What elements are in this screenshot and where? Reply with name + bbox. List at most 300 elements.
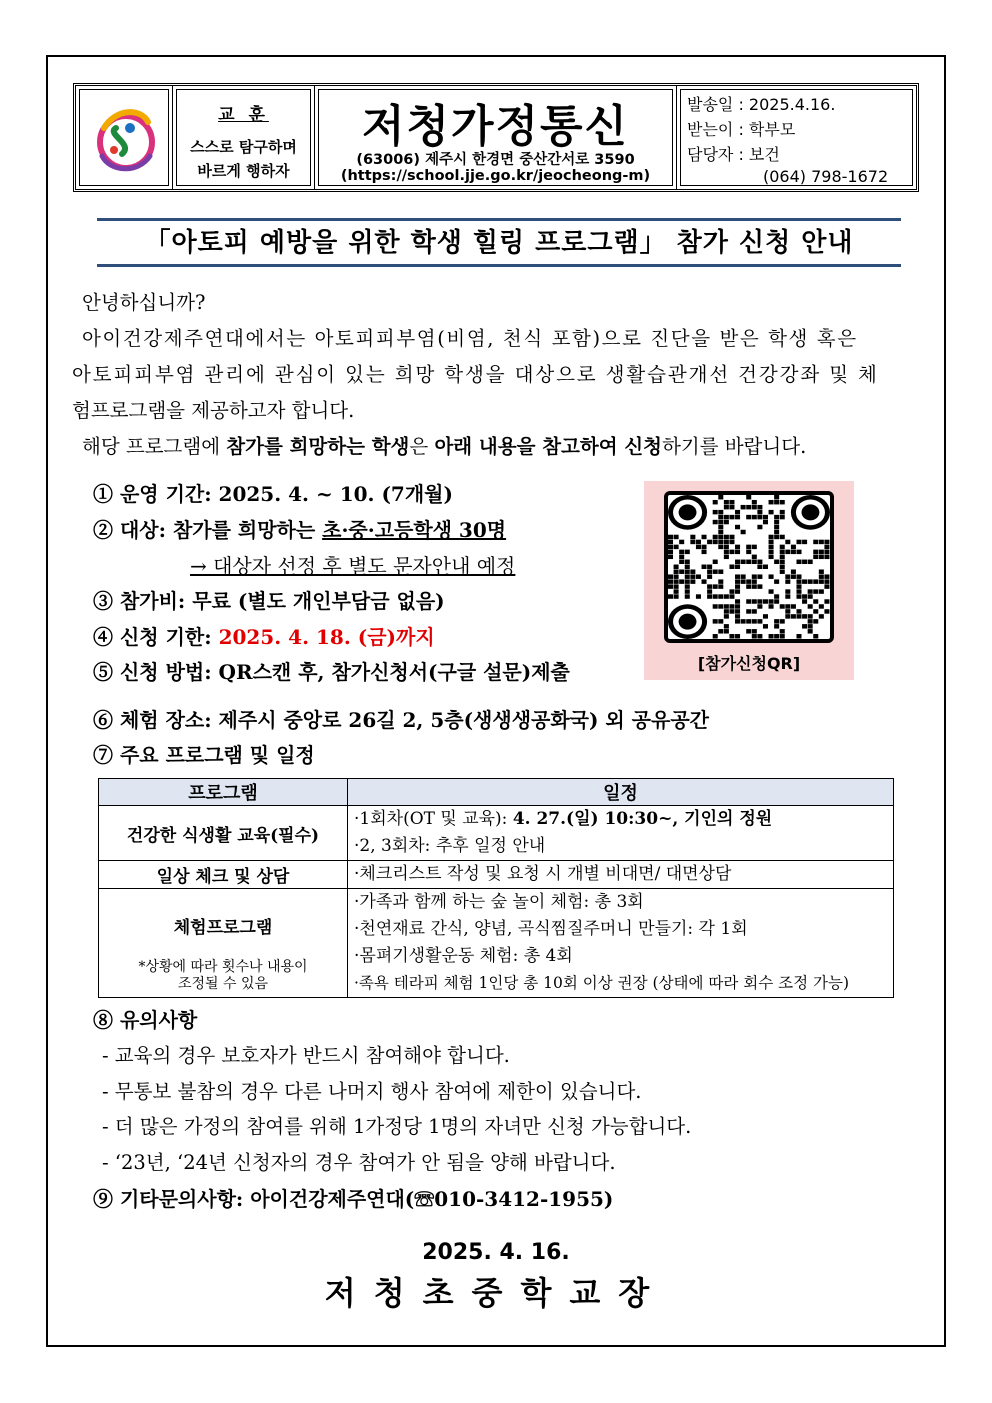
qr-module bbox=[713, 594, 718, 598]
item-fee: ③ 참가비: 무료 (별도 개인부담금 없음) bbox=[93, 589, 445, 613]
qr-module bbox=[824, 584, 829, 588]
qr-module bbox=[796, 614, 801, 618]
note-line-1: *상황에 따라 횟수나 내용이 bbox=[138, 959, 308, 975]
qr-module bbox=[808, 629, 813, 633]
qr-module bbox=[707, 574, 712, 578]
qr-module bbox=[752, 560, 757, 564]
note-item: - ‘23년, ‘24년 신청자의 경우 참여가 안 됨을 양해 바랍니다. bbox=[102, 1151, 616, 1174]
notice-title: 「아토피 예방을 위한 학생 힐링 프로그램」 참가 신청 안내 bbox=[144, 228, 854, 258]
qr-module bbox=[713, 535, 718, 539]
qr-module bbox=[668, 540, 673, 544]
qr-module bbox=[780, 619, 785, 623]
schedule-line: ·가족과 함께 하는 숲 놀이 체험: 총 3회 bbox=[354, 892, 644, 912]
qr-module bbox=[824, 540, 829, 544]
qr-module bbox=[780, 510, 785, 514]
qr-module bbox=[819, 569, 824, 573]
qr-module bbox=[718, 525, 723, 529]
qr-module bbox=[808, 560, 813, 564]
qr-module bbox=[769, 535, 774, 539]
qr-module bbox=[752, 584, 757, 588]
qr-module bbox=[769, 540, 774, 544]
qr-module bbox=[791, 569, 796, 573]
qr-module bbox=[674, 579, 679, 583]
qr-module bbox=[729, 500, 734, 504]
qr-module bbox=[735, 589, 740, 593]
table-row bbox=[99, 806, 894, 861]
qr-module bbox=[824, 550, 829, 554]
staff-in-charge: 담당자 : 보건 bbox=[687, 145, 780, 164]
qr-module bbox=[796, 589, 801, 593]
schedule-session1-label: ·1회차(OT 및 교육): bbox=[354, 809, 513, 829]
qr-module bbox=[774, 530, 779, 534]
qr-module bbox=[690, 579, 695, 583]
qr-module bbox=[713, 619, 718, 623]
school-url: (https://school.jje.go.kr/jeocheong-m) bbox=[340, 168, 651, 184]
program-schedule-table bbox=[98, 778, 894, 998]
qr-module bbox=[668, 555, 673, 559]
note-item: - 더 많은 가정의 참여를 위해 1가정당 1명의 자녀만 신청 가능합니다. bbox=[102, 1115, 692, 1138]
qr-module bbox=[757, 574, 762, 578]
qr-module bbox=[780, 555, 785, 559]
item-method: ⑤ 신청 방법: QR스캔 후, 참가신청서(구글 설문)제출 bbox=[93, 660, 570, 684]
qr-module bbox=[780, 604, 785, 608]
qr-module bbox=[718, 540, 723, 544]
qr-module bbox=[696, 540, 701, 544]
qr-module bbox=[813, 619, 818, 623]
qr-module bbox=[729, 550, 734, 554]
qr-module bbox=[763, 599, 768, 603]
qr-module bbox=[741, 574, 746, 578]
qr-module bbox=[752, 500, 757, 504]
qr-module bbox=[735, 599, 740, 603]
qr-module bbox=[785, 589, 790, 593]
qr-module bbox=[724, 505, 729, 509]
qr-module bbox=[735, 550, 740, 554]
qr-module bbox=[791, 574, 796, 578]
qr-module bbox=[746, 515, 751, 519]
qr-module bbox=[707, 565, 712, 569]
qr-module bbox=[808, 604, 813, 608]
qr-module bbox=[668, 579, 673, 583]
qr-module bbox=[735, 574, 740, 578]
qr-module bbox=[785, 609, 790, 613]
qr-module bbox=[729, 515, 734, 519]
qr-module bbox=[679, 555, 684, 559]
newsletter-title-cell bbox=[315, 86, 677, 189]
qr-module bbox=[741, 505, 746, 509]
qr-module bbox=[769, 500, 774, 504]
qr-module bbox=[729, 594, 734, 598]
schedule-line: ·몸펴기생활운동 체험: 총 4회 bbox=[354, 946, 573, 966]
item-deadline bbox=[93, 621, 435, 650]
qr-module bbox=[713, 540, 718, 544]
qr-module bbox=[819, 555, 824, 559]
intro-request-e: 하기를 바랍니다. bbox=[662, 435, 807, 458]
qr-module bbox=[813, 555, 818, 559]
qr-module bbox=[746, 545, 751, 549]
qr-module bbox=[796, 609, 801, 613]
qr-module bbox=[785, 579, 790, 583]
qr-module bbox=[707, 540, 712, 544]
intro-request-c: 은 bbox=[409, 435, 435, 458]
qr-finder-pattern bbox=[679, 504, 697, 520]
qr-module bbox=[769, 604, 774, 608]
qr-module bbox=[808, 579, 813, 583]
item-target-b: 초·중·고등학생 30명 bbox=[322, 518, 507, 542]
note-line-2: 조정될 수 있음 bbox=[177, 976, 269, 992]
qr-module bbox=[668, 574, 673, 578]
qr-module bbox=[746, 505, 751, 509]
qr-module bbox=[718, 545, 723, 549]
qr-module bbox=[735, 604, 740, 608]
recipient: 받는이 : 학부모 bbox=[687, 120, 796, 139]
sent-date: 발송일 : 2025.4.16. bbox=[687, 95, 836, 114]
qr-module bbox=[757, 505, 762, 509]
qr-module bbox=[824, 609, 829, 613]
qr-module bbox=[791, 604, 796, 608]
qr-module bbox=[668, 594, 673, 598]
qr-module bbox=[685, 565, 690, 569]
qr-module bbox=[690, 569, 695, 573]
qr-module bbox=[796, 540, 801, 544]
qr-module bbox=[668, 584, 673, 588]
qr-module bbox=[718, 535, 723, 539]
school-address: (63006) 제주시 한경면 중산간서로 3590 bbox=[356, 152, 635, 168]
school-motto-cell bbox=[173, 86, 315, 189]
qr-module bbox=[718, 594, 723, 598]
qr-module bbox=[774, 599, 779, 603]
qr-module bbox=[679, 560, 684, 564]
contact-phone: (064) 798-1672 bbox=[763, 167, 889, 186]
qr-module bbox=[780, 629, 785, 633]
program-experience-note bbox=[99, 959, 347, 993]
qr-module bbox=[802, 579, 807, 583]
th-program: 프로그램 bbox=[99, 779, 348, 806]
qr-module bbox=[724, 555, 729, 559]
qr-module bbox=[674, 545, 679, 549]
qr-module bbox=[819, 604, 824, 608]
qr-module bbox=[763, 515, 768, 519]
qr-module bbox=[679, 540, 684, 544]
qr-module bbox=[802, 594, 807, 598]
qr-module bbox=[752, 599, 757, 603]
qr-module bbox=[757, 515, 762, 519]
qr-module bbox=[763, 520, 768, 524]
qr-finder-pattern bbox=[802, 504, 820, 520]
issue-date: 2025. 4. 16. bbox=[422, 1240, 570, 1265]
qr-module bbox=[729, 565, 734, 569]
qr-module bbox=[735, 579, 740, 583]
table-row bbox=[99, 861, 894, 889]
qr-module bbox=[780, 550, 785, 554]
qr-module bbox=[668, 535, 673, 539]
qr-module bbox=[746, 629, 751, 633]
qr-label: [참가신청QR] bbox=[697, 654, 801, 673]
qr-module bbox=[774, 594, 779, 598]
qr-module bbox=[796, 579, 801, 583]
qr-module bbox=[757, 634, 762, 638]
intro-request-a: 해당 프로그램에 bbox=[82, 435, 227, 458]
qr-module bbox=[752, 505, 757, 509]
qr-module bbox=[735, 619, 740, 623]
qr-module bbox=[769, 510, 774, 514]
qr-module bbox=[774, 515, 779, 519]
intro-request-b: 참가를 희망하는 학생 bbox=[226, 435, 410, 458]
qr-module bbox=[685, 589, 690, 593]
qr-module bbox=[802, 599, 807, 603]
qr-module bbox=[690, 535, 695, 539]
newsletter-title: 저청가정통신 bbox=[361, 101, 630, 152]
qr-module bbox=[785, 574, 790, 578]
qr-module bbox=[780, 634, 785, 638]
school-logo bbox=[86, 98, 162, 178]
qr-module bbox=[785, 550, 790, 554]
qr-module bbox=[735, 560, 740, 564]
qr-module bbox=[729, 589, 734, 593]
qr-module bbox=[774, 619, 779, 623]
qr-module bbox=[679, 569, 684, 573]
qr-module bbox=[741, 560, 746, 564]
qr-module bbox=[791, 545, 796, 549]
qr-module bbox=[774, 634, 779, 638]
qr-module bbox=[746, 560, 751, 564]
qr-module bbox=[718, 569, 723, 573]
qr-module bbox=[780, 500, 785, 504]
qr-module bbox=[674, 535, 679, 539]
qr-module bbox=[757, 604, 762, 608]
qr-module bbox=[718, 520, 723, 524]
item-period: ① 운영 기간: 2025. 4. ~ 10. (7개월) bbox=[93, 482, 453, 506]
qr-module bbox=[729, 634, 734, 638]
qr-module bbox=[752, 619, 757, 623]
qr-module bbox=[718, 604, 723, 608]
qr-module bbox=[741, 530, 746, 534]
program-experience bbox=[99, 889, 348, 998]
qr-module bbox=[763, 565, 768, 569]
intro-line-3: 험프로그램을 제공하고자 합니다. bbox=[72, 399, 355, 422]
schedule-session1-date: 4. 27.(일) 10:30~, 기인의 정원 bbox=[512, 809, 773, 829]
qr-module bbox=[752, 629, 757, 633]
qr-module bbox=[769, 574, 774, 578]
qr-module bbox=[752, 545, 757, 549]
qr-module bbox=[735, 525, 740, 529]
qr-module bbox=[796, 634, 801, 638]
qr-module bbox=[746, 584, 751, 588]
item-program-heading: ⑦ 주요 프로그램 및 일정 bbox=[93, 743, 315, 767]
qr-module bbox=[696, 545, 701, 549]
qr-module bbox=[785, 540, 790, 544]
qr-module bbox=[746, 579, 751, 583]
qr-module bbox=[668, 550, 673, 554]
qr-module bbox=[724, 594, 729, 598]
qr-module bbox=[718, 579, 723, 583]
qr-module bbox=[735, 565, 740, 569]
qr-module bbox=[808, 594, 813, 598]
qr-module bbox=[752, 609, 757, 613]
qr-module bbox=[718, 530, 723, 534]
qr-module bbox=[685, 560, 690, 564]
greeting: 안녕하십니까? bbox=[82, 291, 206, 314]
item-target-a: ② 대상: 참가를 희망하는 bbox=[93, 518, 323, 542]
banner-bottom-rule bbox=[97, 264, 901, 267]
qr-module bbox=[724, 604, 729, 608]
principal-signature: 저청초중학교장 bbox=[324, 1274, 668, 1312]
qr-module bbox=[819, 540, 824, 544]
qr-module bbox=[752, 555, 757, 559]
qr-module bbox=[824, 574, 829, 578]
qr-module bbox=[729, 609, 734, 613]
qr-module bbox=[741, 579, 746, 583]
qr-module bbox=[813, 634, 818, 638]
qr-module bbox=[690, 574, 695, 578]
qr-module bbox=[724, 540, 729, 544]
qr-module bbox=[724, 550, 729, 554]
item-venue: ⑥ 체험 장소: 제주시 중앙로 26길 2, 5층(생생생공화국) 외 공유공간 bbox=[93, 708, 709, 732]
qr-module bbox=[718, 515, 723, 519]
table-row bbox=[99, 889, 894, 998]
qr-module bbox=[808, 589, 813, 593]
intro-line-1: 아이건강제주연대에서는 아토피피부염(비염, 천식 포함)으로 진단을 받은 학생 혹은 bbox=[82, 327, 858, 350]
qr-module bbox=[746, 619, 751, 623]
program-diet-education: 건강한 식생활 교육(필수) bbox=[99, 806, 348, 861]
qr-module bbox=[796, 550, 801, 554]
qr-module bbox=[780, 569, 785, 573]
qr-module bbox=[774, 525, 779, 529]
qr-module bbox=[785, 604, 790, 608]
qr-module bbox=[729, 535, 734, 539]
dispatch-info-cell bbox=[677, 86, 916, 189]
qr-module bbox=[702, 579, 707, 583]
qr-module bbox=[735, 510, 740, 514]
qr-module bbox=[802, 540, 807, 544]
qr-module bbox=[724, 614, 729, 618]
qr-module bbox=[718, 584, 723, 588]
qr-module bbox=[813, 599, 818, 603]
qr-module bbox=[690, 540, 695, 544]
qr-module bbox=[813, 589, 818, 593]
qr-module bbox=[774, 579, 779, 583]
qr-module bbox=[796, 560, 801, 564]
qr-module bbox=[702, 535, 707, 539]
schedule-line: ·체크리스트 작성 및 요청 시 개별 비대면/ 대면상담 bbox=[354, 864, 732, 884]
qr-module bbox=[729, 604, 734, 608]
qr-module bbox=[774, 560, 779, 564]
qr-module bbox=[746, 550, 751, 554]
qr-module bbox=[774, 535, 779, 539]
qr-module bbox=[780, 535, 785, 539]
qr-module bbox=[780, 565, 785, 569]
banner-top-rule bbox=[97, 218, 901, 221]
qr-module bbox=[718, 629, 723, 633]
qr-module bbox=[791, 614, 796, 618]
qr-module bbox=[713, 560, 718, 564]
qr-module bbox=[707, 584, 712, 588]
qr-module bbox=[813, 609, 818, 613]
qr-module bbox=[757, 619, 762, 623]
qr-module bbox=[757, 560, 762, 564]
qr-module bbox=[819, 574, 824, 578]
intro-request bbox=[82, 431, 806, 459]
qr-module bbox=[757, 565, 762, 569]
qr-module bbox=[702, 550, 707, 554]
program-experience-label: 체험프로그램 bbox=[173, 918, 273, 938]
qr-module bbox=[763, 624, 768, 628]
qr-module bbox=[724, 515, 729, 519]
qr-module bbox=[796, 584, 801, 588]
qr-module bbox=[808, 624, 813, 628]
qr-module bbox=[724, 535, 729, 539]
qr-module bbox=[679, 579, 684, 583]
qr-module bbox=[802, 560, 807, 564]
motto-line-2: 바르게 행하자 bbox=[197, 162, 290, 180]
qr-pattern bbox=[668, 495, 830, 639]
qr-module bbox=[813, 540, 818, 544]
qr-module bbox=[813, 550, 818, 554]
th-schedule: 일정 bbox=[348, 779, 894, 806]
qr-module bbox=[791, 550, 796, 554]
qr-module bbox=[724, 629, 729, 633]
qr-module bbox=[808, 614, 813, 618]
item-deadline-b: 2025. 4. 18. (금)까지 bbox=[218, 625, 435, 649]
qr-module bbox=[757, 525, 762, 529]
qr-module bbox=[774, 624, 779, 628]
qr-module bbox=[824, 599, 829, 603]
qr-module bbox=[746, 609, 751, 613]
schedule-line: ·천연재료 간식, 양념, 곡식찜질주머니 만들기: 각 1회 bbox=[354, 919, 748, 939]
qr-module bbox=[813, 579, 818, 583]
item-deadline-a: ④ 신청 기한: bbox=[93, 625, 219, 649]
qr-module bbox=[685, 584, 690, 588]
qr-module bbox=[746, 599, 751, 603]
qr-module bbox=[696, 574, 701, 578]
qr-module bbox=[769, 550, 774, 554]
qr-module bbox=[752, 574, 757, 578]
qr-module bbox=[679, 550, 684, 554]
table-header-row bbox=[99, 779, 894, 806]
item-contact: ⑨ 기타문의사항: 아이건강제주연대(☏010-3412-1955) bbox=[93, 1187, 614, 1211]
qr-module bbox=[808, 619, 813, 623]
qr-module bbox=[713, 569, 718, 573]
qr-module bbox=[707, 569, 712, 573]
intro-line-2: 아토피피부염 관리에 관심이 있는 희망 학생을 대상으로 생활습관개선 건강강좌 및 체 bbox=[72, 363, 879, 386]
qr-module bbox=[757, 510, 762, 514]
school-logo-cell bbox=[76, 86, 173, 189]
qr-module bbox=[819, 589, 824, 593]
motto-heading: 교 훈 bbox=[218, 105, 269, 125]
qr-module bbox=[685, 579, 690, 583]
qr-module bbox=[713, 634, 718, 638]
qr-module bbox=[757, 584, 762, 588]
qr-module bbox=[769, 555, 774, 559]
qr-module bbox=[774, 495, 779, 499]
qr-module bbox=[785, 594, 790, 598]
qr-module bbox=[774, 500, 779, 504]
qr-module bbox=[707, 594, 712, 598]
item-notes-heading: ⑧ 유의사항 bbox=[93, 1008, 198, 1032]
qr-module bbox=[718, 510, 723, 514]
qr-module bbox=[769, 599, 774, 603]
qr-module bbox=[735, 584, 740, 588]
qr-module bbox=[713, 500, 718, 504]
qr-module bbox=[724, 609, 729, 613]
qr-module bbox=[674, 594, 679, 598]
qr-module bbox=[741, 619, 746, 623]
qr-module bbox=[674, 589, 679, 593]
qr-module bbox=[729, 540, 734, 544]
registration-qr-code[interactable] bbox=[664, 491, 834, 643]
qr-module bbox=[713, 604, 718, 608]
qr-module bbox=[824, 545, 829, 549]
